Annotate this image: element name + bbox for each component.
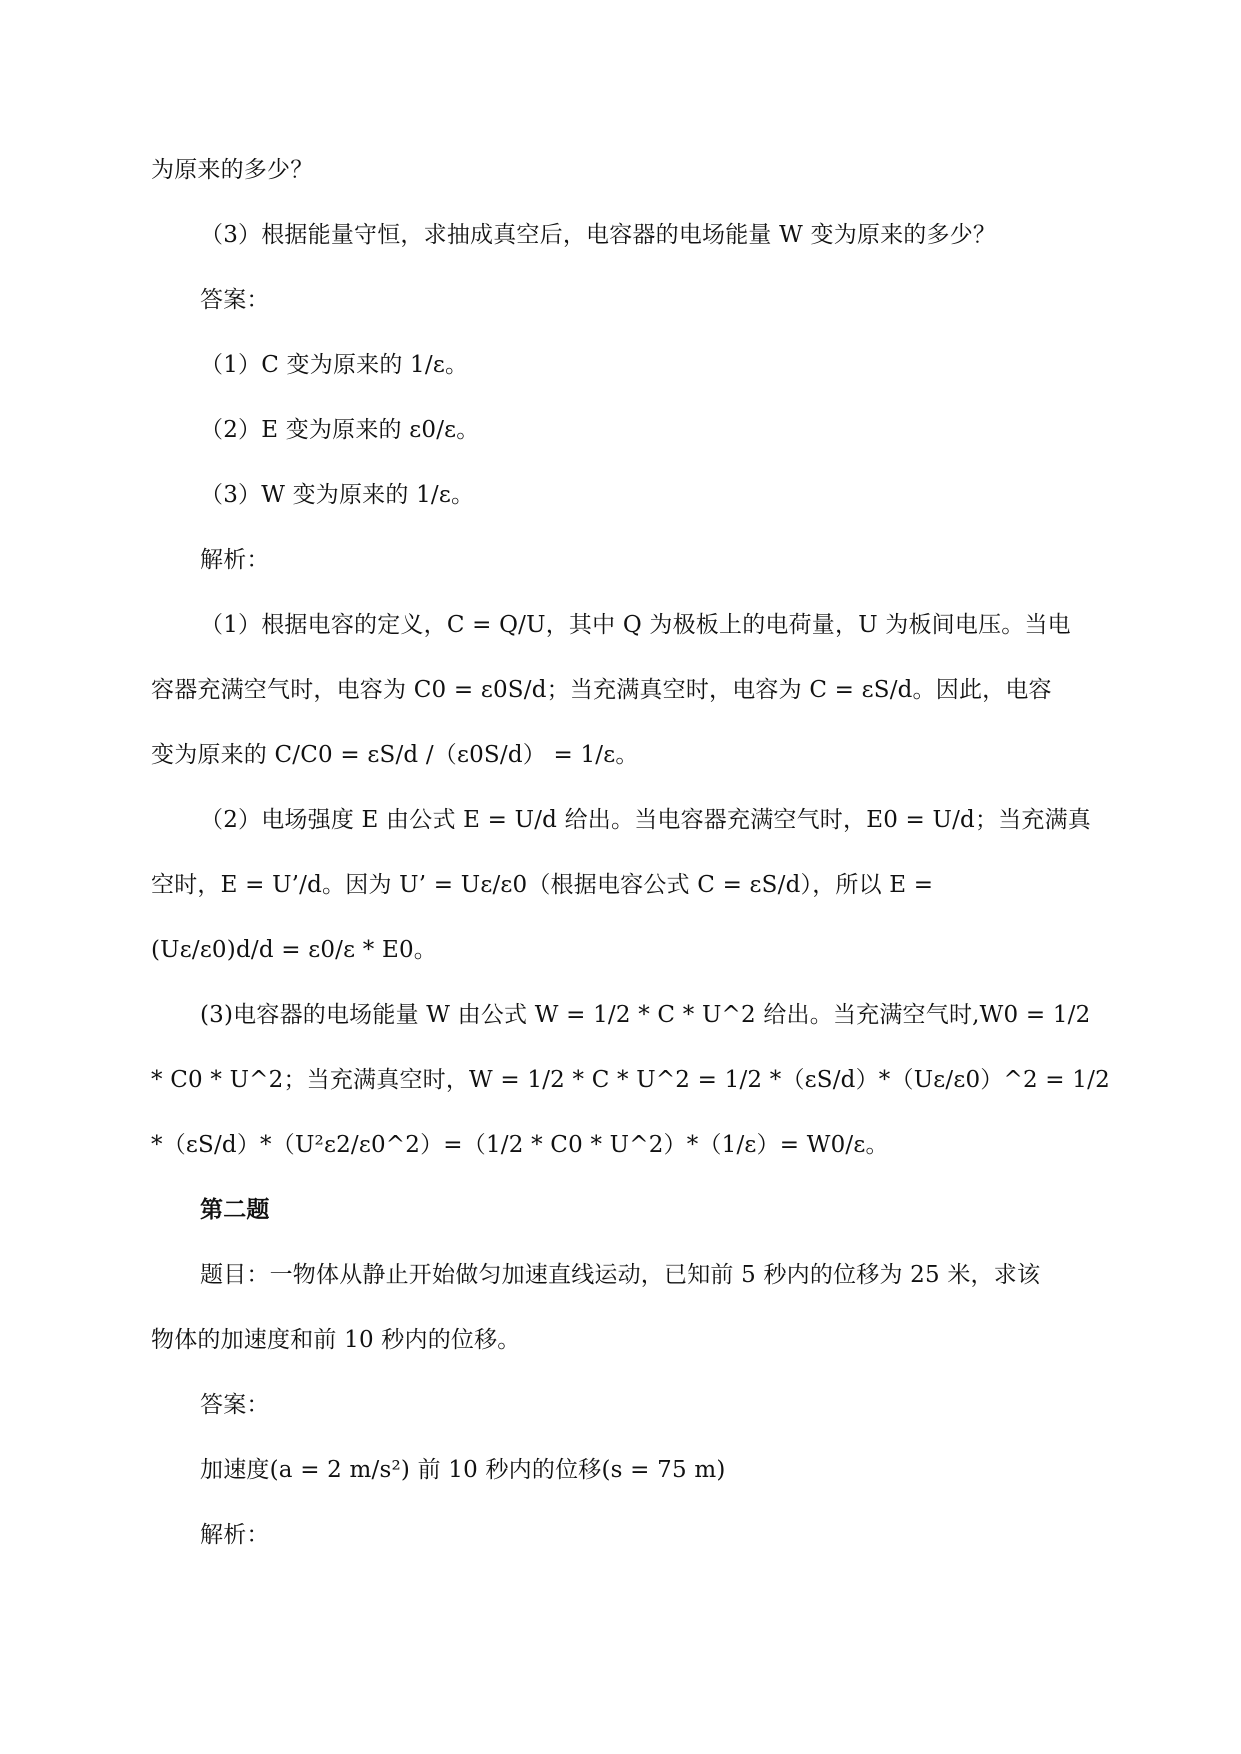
question-part-3: （3）根据能量守恒，求抽成真空后，电容器的电场能量 W 变为原来的多少？	[200, 222, 997, 248]
question-2-answer: 加速度(a = 2 m/s²) 前 10 秒内的位移(s = 75 m)	[200, 1457, 726, 1483]
analysis-part-3-line-2: * C0 * U^2；当充满真空时，W = 1/2 * C * U^2 = 1/2 *（εS/d）*（Uε/ε0）^2 = 1/2	[151, 1067, 1110, 1093]
question-2-line-1: 题目：一物体从静止开始做匀加速直线运动，已知前 5 秒内的位移为 25 米，求该	[200, 1262, 1041, 1288]
question-continuation: 为原来的多少？	[151, 157, 314, 183]
question-2-line-2: 物体的加速度和前 10 秒内的位移。	[151, 1327, 521, 1353]
analysis-part-1-line-1: （1）根据电容的定义，C = Q/U，其中 Q 为极板上的电荷量，U 为板间电压。当电	[200, 612, 1071, 638]
question-2-analysis-heading: 解析：	[200, 1522, 270, 1548]
answer-heading: 答案：	[200, 287, 270, 313]
analysis-heading: 解析：	[200, 547, 270, 573]
analysis-part-2-line-3: (Uε/ε0)d/d = ε0/ε * E0。	[151, 937, 437, 963]
analysis-part-1-line-2: 容器充满空气时，电容为 C0 = ε0S/d；当充满真空时，电容为 C = εS/d。因此，电容	[151, 677, 1052, 703]
analysis-part-2-line-2: 空时，E = U’/d。因为 U’ = Uε/ε0（根据电容公式 C = εS/d），所以 E =	[151, 872, 934, 898]
document-body	[151, 138, 1110, 1568]
section-heading-question-2: 第二题	[200, 1197, 270, 1223]
analysis-part-3-line-1: (3)电容器的电场能量 W 由公式 W = 1/2 * C * U^2 给出。当充满空气时,W0 = 1/2	[200, 1002, 1091, 1028]
question-2-answer-heading: 答案：	[200, 1392, 270, 1418]
analysis-part-1-line-3: 变为原来的 C/C0 = εS/d /（ε0S/d） = 1/ε。	[151, 742, 639, 768]
analysis-part-2-line-1: （2）电场强度 E 由公式 E = U/d 给出。当电容器充满空气时，E0 = U/d；当充满真	[200, 807, 1091, 833]
answer-part-1: （1）C 变为原来的 1/ε。	[200, 352, 469, 378]
analysis-part-3-line-3: *（εS/d）*（U²ε2/ε0^2）=（1/2 * C0 * U^2）*（1/ε）= W0/ε。	[151, 1132, 889, 1158]
answer-part-2: （2）E 变为原来的 ε0/ε。	[200, 417, 480, 443]
answer-part-3: （3）W 变为原来的 1/ε。	[200, 482, 475, 508]
